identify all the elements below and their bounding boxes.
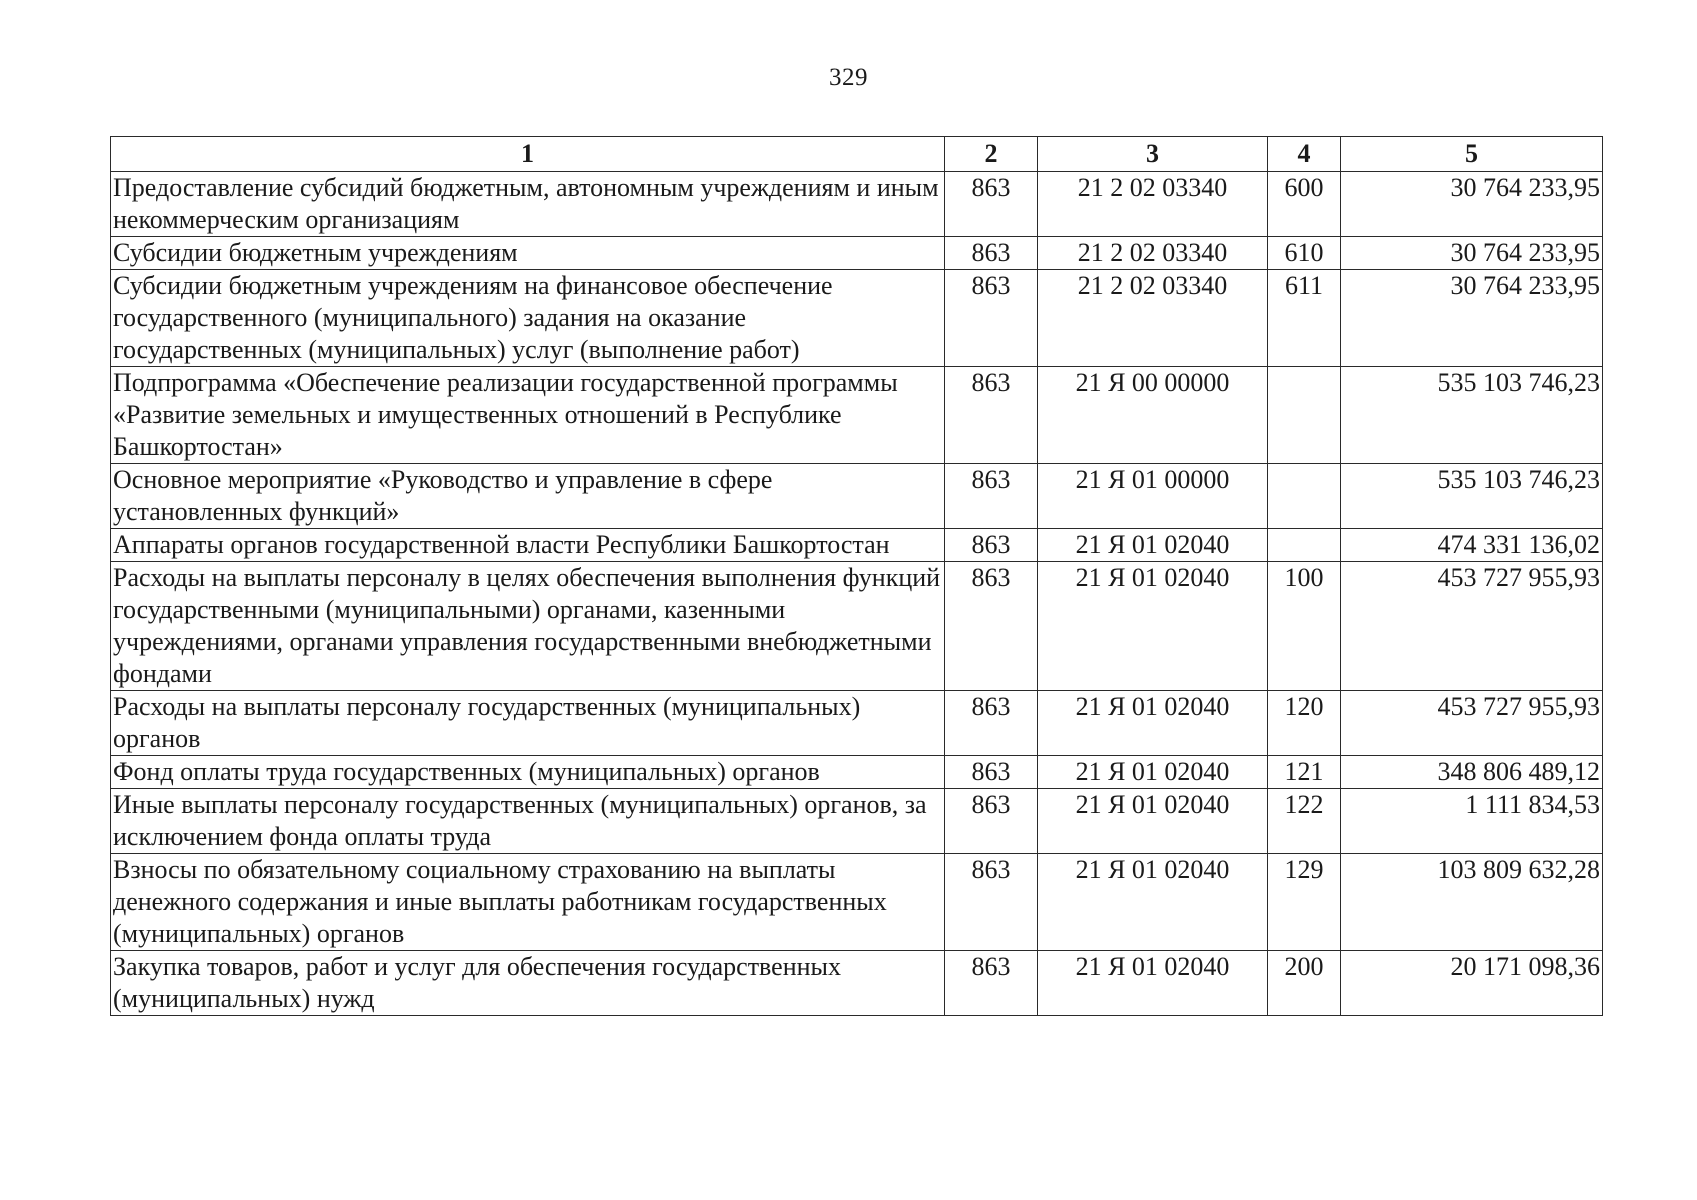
row-ministry-cell: 863 xyxy=(945,367,1038,464)
row-amount-cell: 453 727 955,93 xyxy=(1341,562,1603,691)
row-name-cell: Аппараты органов государственной власти Республики Башкортостан xyxy=(111,529,945,562)
row-type-cell xyxy=(1268,529,1341,562)
row-amount-cell: 1 111 834,53 xyxy=(1341,789,1603,854)
row-amount-cell: 30 764 233,95 xyxy=(1341,270,1603,367)
row-name-cell: Взносы по обязательному социальному страхованию на выплаты денежного содержания и иные выплаты работникам государственных (муниципальных) органов xyxy=(111,854,945,951)
row-code-cell: 21 Я 01 02040 xyxy=(1038,562,1268,691)
page-number: 329 xyxy=(829,64,868,91)
header-row xyxy=(111,137,1603,172)
row-amount-cell: 20 171 098,36 xyxy=(1341,951,1603,1016)
row-code-cell: 21 Я 01 02040 xyxy=(1038,951,1268,1016)
row-code-cell: 21 Я 00 00000 xyxy=(1038,367,1268,464)
row-amount-cell: 453 727 955,93 xyxy=(1341,691,1603,756)
row-type-cell xyxy=(1268,367,1341,464)
header-col-2: 2 xyxy=(945,137,1038,172)
row-ministry-cell: 863 xyxy=(945,756,1038,789)
row-type-cell: 610 xyxy=(1268,237,1341,270)
row-type-cell: 129 xyxy=(1268,854,1341,951)
row-amount-cell: 535 103 746,23 xyxy=(1341,464,1603,529)
row-code-cell: 21 2 02 03340 xyxy=(1038,237,1268,270)
table-row xyxy=(111,756,1603,789)
row-type-cell xyxy=(1268,464,1341,529)
table-row xyxy=(111,367,1603,464)
budget-table xyxy=(110,136,1603,1016)
row-code-cell: 21 Я 01 02040 xyxy=(1038,789,1268,854)
row-amount-cell: 348 806 489,12 xyxy=(1341,756,1603,789)
row-amount-cell: 30 764 233,95 xyxy=(1341,172,1603,237)
row-name-cell: Предоставление субсидий бюджетным, автономным учреждениям и иным некоммерческим организациям xyxy=(111,172,945,237)
table-row xyxy=(111,854,1603,951)
row-ministry-cell: 863 xyxy=(945,789,1038,854)
table-header xyxy=(111,137,1603,172)
table-row xyxy=(111,237,1603,270)
row-type-cell: 121 xyxy=(1268,756,1341,789)
row-type-cell: 200 xyxy=(1268,951,1341,1016)
row-type-cell: 600 xyxy=(1268,172,1341,237)
row-ministry-cell: 863 xyxy=(945,172,1038,237)
row-ministry-cell: 863 xyxy=(945,529,1038,562)
row-code-cell: 21 Я 01 00000 xyxy=(1038,464,1268,529)
row-type-cell: 611 xyxy=(1268,270,1341,367)
row-name-cell: Расходы на выплаты персоналу государственных (муниципальных) органов xyxy=(111,691,945,756)
table-row xyxy=(111,789,1603,854)
row-name-cell: Основное мероприятие «Руководство и управление в сфере установленных функций» xyxy=(111,464,945,529)
row-code-cell: 21 2 02 03340 xyxy=(1038,172,1268,237)
row-name-cell: Иные выплаты персоналу государственных (муниципальных) органов, за исключением фонда оплаты труда xyxy=(111,789,945,854)
table-row xyxy=(111,691,1603,756)
row-amount-cell: 30 764 233,95 xyxy=(1341,237,1603,270)
row-name-cell: Субсидии бюджетным учреждениям на финансовое обеспечение государственного (муниципального) задания на оказание государственных (муниципальных) услуг (выполнение работ) xyxy=(111,270,945,367)
row-name-cell: Фонд оплаты труда государственных (муниципальных) органов xyxy=(111,756,945,789)
row-type-cell: 100 xyxy=(1268,562,1341,691)
row-code-cell: 21 Я 01 02040 xyxy=(1038,756,1268,789)
header-col-5: 5 xyxy=(1341,137,1603,172)
header-col-4: 4 xyxy=(1268,137,1341,172)
table-body xyxy=(111,172,1603,1016)
row-amount-cell: 474 331 136,02 xyxy=(1341,529,1603,562)
row-ministry-cell: 863 xyxy=(945,237,1038,270)
table-row xyxy=(111,270,1603,367)
table-row xyxy=(111,464,1603,529)
row-code-cell: 21 Я 01 02040 xyxy=(1038,854,1268,951)
row-ministry-cell: 863 xyxy=(945,691,1038,756)
row-code-cell: 21 2 02 03340 xyxy=(1038,270,1268,367)
row-name-cell: Субсидии бюджетным учреждениям xyxy=(111,237,945,270)
row-type-cell: 120 xyxy=(1268,691,1341,756)
row-name-cell: Закупка товаров, работ и услуг для обеспечения государственных (муниципальных) нужд xyxy=(111,951,945,1016)
row-ministry-cell: 863 xyxy=(945,854,1038,951)
row-code-cell: 21 Я 01 02040 xyxy=(1038,691,1268,756)
table-row xyxy=(111,529,1603,562)
row-type-cell: 122 xyxy=(1268,789,1341,854)
table-row xyxy=(111,172,1603,237)
row-ministry-cell: 863 xyxy=(945,464,1038,529)
row-ministry-cell: 863 xyxy=(945,951,1038,1016)
row-amount-cell: 535 103 746,23 xyxy=(1341,367,1603,464)
row-ministry-cell: 863 xyxy=(945,562,1038,691)
row-amount-cell: 103 809 632,28 xyxy=(1341,854,1603,951)
row-code-cell: 21 Я 01 02040 xyxy=(1038,529,1268,562)
header-col-1: 1 xyxy=(111,137,945,172)
row-ministry-cell: 863 xyxy=(945,270,1038,367)
table-row xyxy=(111,951,1603,1016)
header-col-3: 3 xyxy=(1038,137,1268,172)
row-name-cell: Подпрограмма «Обеспечение реализации государственной программы «Развитие земельных и имущественных отношений в Республике Башкортостан» xyxy=(111,367,945,464)
row-name-cell: Расходы на выплаты персоналу в целях обеспечения выполнения функций государственными (муниципальными) органами, казенными учреждениями, органами управления государственными внебюджетными фондами xyxy=(111,562,945,691)
table-row xyxy=(111,562,1603,691)
